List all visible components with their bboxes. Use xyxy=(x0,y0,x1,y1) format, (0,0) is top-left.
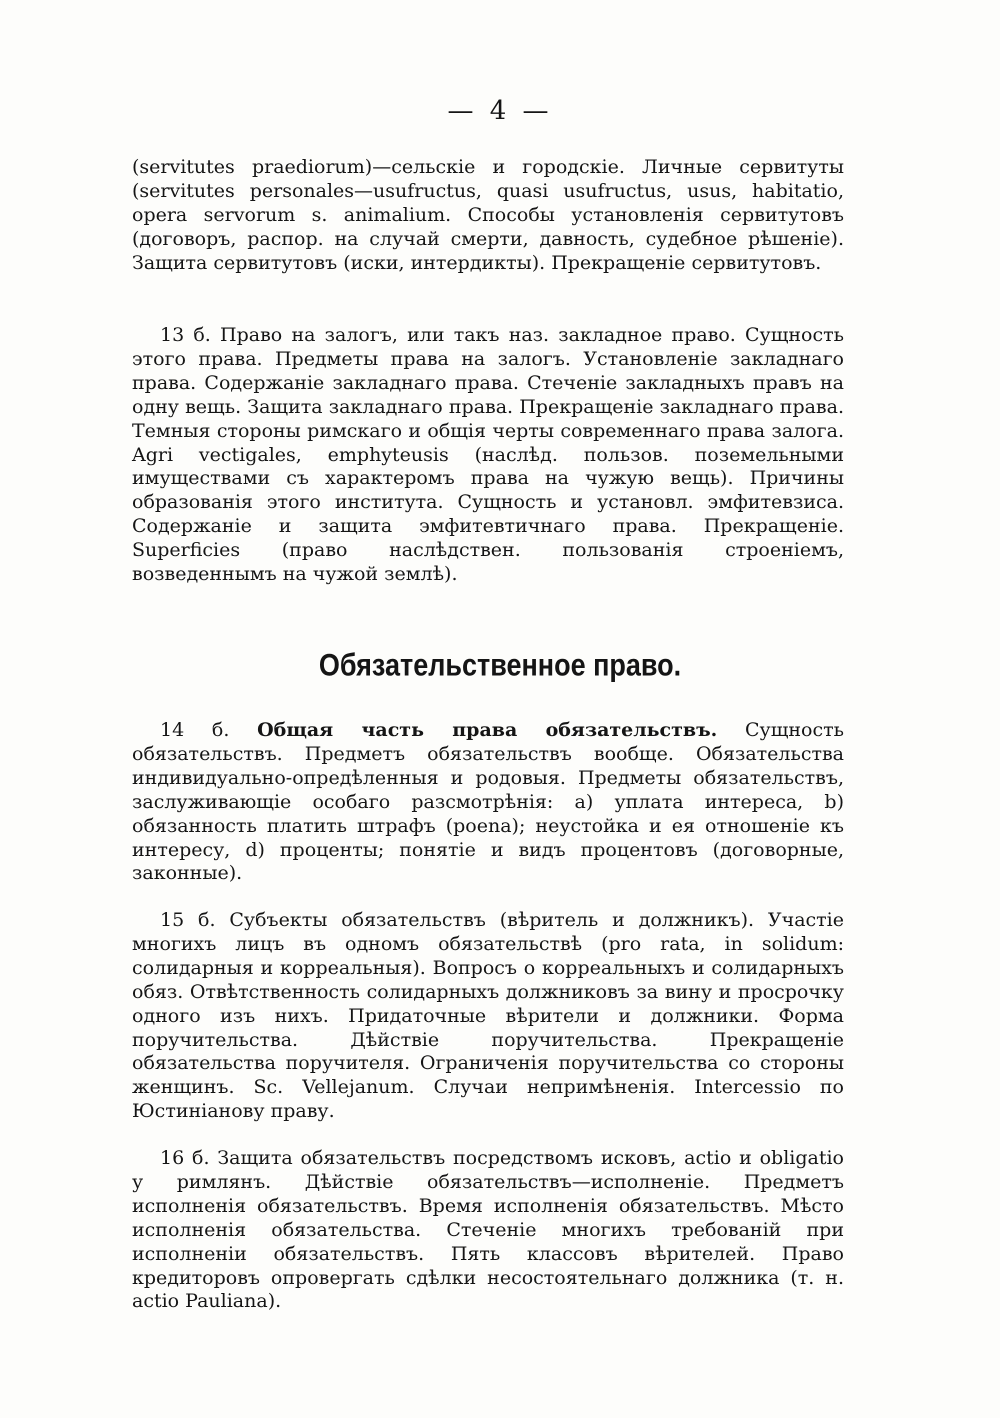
paragraph-15 xyxy=(132,909,844,1124)
paragraph-text: 15 б. Субъекты обязательствъ (вѣритель и должникъ). Участіе многихъ лицъ въ одномъ обязательствѣ (pro rata, in solidum: солидарныя и корреальныя). Вопросъ о корреальныхъ и солидарныхъ обяз. Отвѣтственность солидарныхъ должниковъ за вину и просрочку одного изъ нихъ. Придаточные вѣрители и должники. Форма поручительства. Дѣйствіе поручительства. Прекращеніе обязательства поручителя. Ограниченія поручительства со стороны женщинъ. Sc. Vellejanum. Случаи непримѣненія. Intercessio по Юстиніанову праву. xyxy=(132,909,844,1123)
paragraph-number: 14 б. xyxy=(160,719,230,741)
paragraph-text: 16 б. Защита обязательствъ посредствомъ исковъ, actio и obligatio у римлянъ. Дѣйствіе обязательствъ—исполненіе. Предметъ исполненія обязательствъ. Время исполненія обязательствъ. Мѣсто исполненія обязательства. Стеченіе многихъ требованій при исполненіи обязательствъ. Пять классовъ вѣрителей. Право кредиторовъ опровергать сдѣлки несостоятельнаго должника (т. н. actio Pauliana). xyxy=(132,1147,844,1313)
paragraph-title: Общая часть права обязательствъ. xyxy=(257,719,718,741)
paragraph-servitutes xyxy=(132,156,844,276)
paragraph-16 xyxy=(132,1147,844,1314)
paragraph-text: 13 б. Право на залогъ, или такъ наз. закладное право. Сущность этого права. Предметы права на залогъ. Установленіе закладнаго права. Содержаніе закладнаго права. Стеченіе закладныхъ правъ на одну вещь. Защита закладнаго права. Прекращеніе закладнаго права. Темныя стороны римскаго и общія черты современнаго права залога. Agri vectigales, emphyteusis (наслѣд. пользов. поземельными имуществами съ характеромъ права на чужую вещь). Причины образованія этого института. Сущность и установл. эмфитевзиса. Содержаніе и защита эмфитевтичнаго права. Прекращеніе. Superficies (право наслѣдствен. пользованія строеніемъ, возведеннымъ на чужой землѣ). xyxy=(132,324,844,586)
paragraph-content xyxy=(132,719,844,886)
paragraph-text: (servitutes praediorum)—сельскіе и городскіе. Личные сервитуты (servitutes personales—usufructus, quasi usufructus, usus, habitatio, opera servorum s. animalium. Способы установленія сервитутовъ (договоръ, распор. на случай смерти, давность, судебное рѣшеніе). Защита сервитутовъ (иски, интердикты). Прекращеніе сервитутовъ. xyxy=(132,156,844,274)
paragraph-14 xyxy=(132,719,844,886)
paragraph-text: Сущность обязательствъ. Предметъ обязательствъ вообще. Обязательства индивидуально-опредѣленныя и родовыя. Предметы обязательствъ, заслуживающіе особаго разсмотрѣнія: а) уплата интереса, b) обязанность платить штрафъ (poena); неустойка и ея отношеніе къ интересу, d) проценты; понятіе и видъ процентовъ (договорные, законные). xyxy=(132,719,844,885)
paragraph-13 xyxy=(132,324,844,587)
page-number: — 4 — xyxy=(447,96,553,126)
section-heading: Обязательственное право. xyxy=(318,647,682,683)
